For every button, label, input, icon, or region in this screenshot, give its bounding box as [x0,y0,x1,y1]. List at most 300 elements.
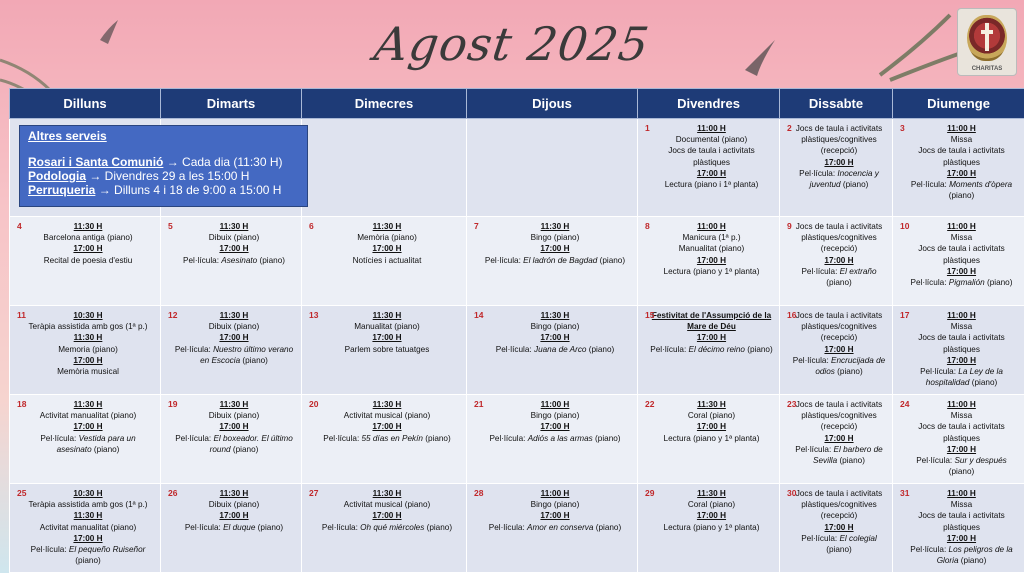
film-title: Inocencia y juventud [809,168,879,190]
activity-time [905,266,1018,277]
activity-text-part: 17:00 H [696,255,727,265]
activity-list [12,486,158,566]
day-cell [467,306,638,395]
activity-list [640,308,777,355]
activity-time [173,332,295,343]
activity-location: (piano) [230,444,259,454]
activity-time [479,421,631,432]
activity-text [650,266,773,277]
cross-icon [981,23,993,51]
activity-text-part: 11:00 H [697,222,726,231]
activity-time [905,533,1018,544]
activity-text [905,321,1018,332]
activity-text-part: 17:00 H [696,422,727,432]
day-number: 30 [787,488,797,498]
activity-text-part: Missa [950,411,973,421]
activity-text [905,510,1018,532]
activity-text [650,499,773,510]
activity-time [792,255,886,266]
activity-time [314,488,460,499]
activity-text [792,444,886,466]
activity-time [22,533,154,544]
activity-text [792,488,886,522]
activity-text-part: Coral (piano) [687,500,736,510]
activity-text-part: Manualitat (piano) [354,322,420,332]
activity-list [163,308,299,366]
day-cell [638,484,780,573]
weekday-header: Dimecres [302,89,467,119]
day-cell [10,306,161,395]
activity-time [173,243,295,254]
day-cell [638,395,780,484]
day-cell [780,217,893,306]
activity-text-part: Activitat manualitat (piano) [39,411,137,421]
activity-time [479,310,631,321]
activity-text [650,522,773,533]
activity-time [314,399,460,410]
weekday-header-row [10,89,1024,119]
activity-text-part: Jocs de taula i activitats plàstiques [918,511,1005,532]
activity-list [163,121,299,123]
activity-text-part: 17:00 H [73,355,103,365]
activity-text-part: Pel·lícula: [910,545,949,555]
activity-text [905,366,1018,388]
activity-text-part: Missa [950,500,973,510]
day-number: 3 [900,123,905,133]
activity-text-part: Parlem sobre tatuatges [344,344,430,354]
logo-text: CHARITAS [971,66,1003,72]
day-cell [161,306,302,395]
activity-time [22,421,154,432]
activity-text-part: 11:00 H [947,311,976,320]
day-number: 23 [787,399,797,409]
day-number: 9 [787,221,792,231]
day-cell [467,119,638,217]
activity-text [905,410,1018,421]
activity-time [479,332,631,343]
activity-text-part: Jocs de taula i activitats plàstiques/cognitives (recepció) [795,124,883,156]
activity-list [469,121,635,123]
activity-text-part: 17:00 H [696,511,727,521]
charitas-logo [957,8,1017,76]
day-number: 22 [645,399,655,409]
activity-list [895,121,1022,201]
activity-time [792,433,886,444]
activity-time [22,221,154,232]
activity-list [304,308,464,355]
activity-time [905,355,1018,366]
activity-text-part: 17:00 H [696,168,727,178]
day-cell [780,306,893,395]
activity-text-part: Pel·lícula: [321,522,361,532]
activity-text-part: Pel·lícula: [916,456,955,466]
activity-text-part: 11:30 H [219,222,249,231]
day-number: 7 [474,221,479,231]
activity-list [469,397,635,444]
weekday-header: Dimarts [161,89,302,119]
day-cell [780,119,893,217]
activity-text-part: 11:30 H [73,333,103,343]
activity-text [650,145,773,167]
activity-text-part: Jocs de taula i activitats plàstiques [918,422,1005,443]
activity-text-part: Dibuix (piano) [208,322,260,332]
activity-text [22,544,154,566]
activity-time [173,488,295,499]
activity-text-part: 11:30 H [540,311,570,320]
activity-text-part: 11:30 H [73,222,103,231]
activity-text-part: 11:30 H [372,311,402,320]
day-number: 29 [645,488,655,498]
day-number: 5 [168,221,173,231]
activity-text [479,433,631,444]
day-number: 14 [474,310,484,320]
day-cell [161,395,302,484]
film-title: Vestida para un asesinato [56,433,136,454]
activity-time [22,310,154,321]
activity-location: (piano) [837,456,865,466]
activity-location: (piano) [597,255,626,265]
day-number: 21 [474,399,484,409]
activity-text-part: 17:00 H [946,444,977,454]
activity-time [479,243,631,254]
day-number: 11 [17,310,26,320]
week-row [10,217,1024,306]
day-number: 2 [787,123,792,133]
activity-text [792,533,886,555]
activity-text [650,410,773,421]
activity-text-part: Dibuix (piano) [208,411,260,421]
activity-list [895,308,1022,388]
activity-location: (piano) [984,278,1013,288]
activity-text-part: 11:00 H [540,400,570,409]
service-schedule: → Dilluns 4 i 18 de 9:00 a 15:00 H [95,183,282,197]
activity-text-part: 17:00 H [73,422,103,432]
weekday-header: Diumenge [893,89,1024,119]
activity-text [314,321,460,332]
day-cell [302,395,467,484]
activity-text [905,243,1018,265]
day-number: 8 [645,221,650,231]
activity-text [22,344,154,355]
activity-text-part: Festivitat de l'Assumpció de la Mare de Déu [651,311,772,332]
activity-text-part: Pel·lícula: [801,533,840,543]
activity-list [12,219,158,266]
activity-text-part: Pel·lícula: [484,255,524,265]
day-number: 28 [474,488,484,498]
activity-time [792,344,886,355]
activity-text-part: Documental (piano) [675,135,748,145]
activity-list [469,486,635,533]
activity-text [314,344,460,355]
day-cell [10,217,161,306]
activity-text-part: Manualitat (piano) [678,244,745,254]
day-cell [302,217,467,306]
film-title: El barbero de Sevilla [813,444,883,466]
activity-list [12,397,158,455]
activity-time [314,332,460,343]
activity-text-part: Lectura (piano y 1ª planta) [663,522,760,532]
activity-text [479,232,631,243]
activity-text [22,321,154,332]
film-title: Los peligros de la Gloria [936,545,1013,566]
activity-location: (piano) [593,522,622,532]
activity-text [22,232,154,243]
activity-text-part: 17:00 H [372,244,402,254]
activity-text-part: 17:00 H [219,244,249,254]
activity-text-part: 17:00 H [946,266,977,276]
day-number: 10 [900,221,910,231]
activity-text-part: 17:00 H [540,333,570,343]
activity-text [650,134,773,145]
activity-time [173,399,295,410]
day-number: 20 [309,399,319,409]
activity-list [640,121,777,190]
activity-time [314,243,460,254]
activity-text-part: Lectura (piano i 1ª planta) [664,180,759,190]
activity-text [314,232,460,243]
activity-text-part: Pel·lícula: [801,266,840,276]
service-label: Podologia [28,169,86,183]
activity-time [905,221,1018,232]
activity-text-part: Teràpia assistida amb gos (1ª p.) [28,500,148,510]
activity-text-part: 11:00 H [947,222,976,231]
activity-location: (piano) [969,378,998,388]
activity-text-part: Jocs de taula i activitats plàstiques [918,244,1005,265]
activity-time [22,488,154,499]
activity-list [640,397,777,444]
activity-text [650,243,773,254]
activity-list [163,486,299,533]
film-title: Pigmalión [948,278,985,288]
activity-text-part: 11:00 H [947,124,976,133]
activity-text [479,522,631,533]
activity-time [173,310,295,321]
activity-time [22,399,154,410]
film-title: La Ley de la hospitalidad [925,367,1003,388]
day-cell [893,395,1024,484]
activity-location: (piano) [240,355,268,365]
activity-list [782,219,890,288]
activity-text-part: 17:00 H [824,255,854,265]
activity-text-part: 17:00 H [824,157,854,167]
activity-text-part: Pel·lícula: [184,522,224,532]
film-title: Juana de Arco [533,344,587,354]
activity-text [792,221,886,255]
activity-list [163,219,299,266]
film-title: Asesinato [221,255,258,265]
day-cell [893,119,1024,217]
film-title: 55 días en Pekín [361,433,423,443]
activity-text-part: Pel·lícula: [920,367,959,377]
activity-time [650,255,773,266]
activity-text-part: Pel·lícula: [495,344,534,354]
service-row [28,169,299,183]
activity-list [782,308,890,377]
activity-text-part: 17:00 H [946,533,977,543]
activity-text-part: Recital de poesia d'estiu [43,255,133,265]
activity-time [905,444,1018,455]
day-number: 31 [900,488,910,498]
activity-text-part: 17:00 H [946,168,977,178]
activity-list [782,397,890,466]
day-number: 27 [309,488,319,498]
activity-text-part: Jocs de taula i activitats plàstiques/cognitives (recepció) [795,489,883,521]
activity-list [12,308,158,377]
activity-text [905,232,1018,243]
activity-location: (piano) [834,367,863,377]
activity-time [479,221,631,232]
activity-text-part: 17:00 H [372,422,402,432]
activity-time [905,168,1018,179]
activity-time [905,488,1018,499]
activity-text [792,310,886,344]
activity-text [650,433,773,444]
activity-text-part: Pel·lícula: [795,444,834,454]
activity-time [792,157,886,168]
activity-location: (piano) [422,433,451,443]
film-title: Amor en conserva [527,522,594,532]
activity-text [479,410,631,421]
activity-text-part: Missa [950,233,973,243]
activity-text [905,134,1018,145]
day-number: 25 [17,488,27,498]
film-title: Adiós a las armas [527,433,593,443]
activity-text-part: 11:30 H [73,400,103,409]
activity-text [22,255,154,266]
film-title: El ladrón de Bagdad [523,255,598,265]
activity-text-part: 11:30 H [372,400,402,409]
activity-text [22,366,154,377]
activity-text-part: Pel·lícula: [910,278,949,288]
activity-text-part: 11:30 H [697,400,726,409]
activity-location: (piano) [958,556,987,566]
activity-text-part: 17:00 H [824,344,854,354]
service-row [28,155,299,169]
day-cell [302,484,467,573]
day-cell [467,395,638,484]
activity-time [314,221,460,232]
activity-location: (piano) [257,255,285,265]
day-number: 18 [17,399,27,409]
activity-text [173,232,295,243]
activity-text-part: Bingo (piano) [530,500,580,510]
day-cell [302,119,467,217]
film-title: Nuestro último verano en Escocia [200,344,294,365]
activity-text [650,232,773,243]
activity-text-part: Activitat musical (piano) [343,500,431,510]
film-title: El colegial [839,533,877,543]
activity-text-part: Pel·lícula: [792,355,832,365]
day-cell [638,119,780,217]
activity-text [479,321,631,332]
day-number: 13 [309,310,319,320]
day-number: 1 [645,123,650,133]
activity-list [640,486,777,533]
activity-text-part: Missa [950,135,973,145]
service-row [28,183,299,197]
activity-text [173,344,295,366]
activity-text-part: Coral (piano) [687,411,736,421]
activity-text [314,433,460,444]
activity-text-part: 11:30 H [540,222,570,231]
activity-time [905,310,1018,321]
activity-text-part: Jocs de taula i activitats plàstiques/cognitives (recepció) [795,222,883,254]
film-title: El pequeño Ruiseñor [68,545,146,555]
activity-text-part: 17:00 H [540,422,570,432]
activity-text-part: 11:30 H [219,311,249,320]
day-number: 26 [168,488,178,498]
activity-text-part: Bingo (piano) [530,233,580,243]
activity-text-part: Bingo (piano) [530,411,580,421]
service-label: Rosari i Santa Comunió [28,155,164,169]
film-title: Moments d'òpera [949,180,1013,190]
film-title: El décimo reino [688,344,745,354]
activity-location: (piano) [948,191,975,201]
activity-text-part: Pel·lícula: [488,522,527,532]
activity-time [650,332,773,343]
activity-text-part: Pel·lícula: [30,545,69,555]
activity-text [314,410,460,421]
activity-text [173,255,295,266]
activity-text-part: Jocs de taula i activitats plàstiques [918,146,1005,167]
activity-time [479,399,631,410]
activity-text-part: 17:00 H [372,333,402,343]
activity-list [782,486,890,555]
day-cell [10,395,161,484]
activity-text-part: 17:00 H [946,355,977,365]
activity-text [314,499,460,510]
activity-location: (piano) [255,522,284,532]
activity-text-part: Barcelona antiga (piano) [43,233,133,243]
activity-text-part: 11:00 H [697,124,726,133]
activity-text-part: 11:30 H [73,511,103,521]
day-cell [893,217,1024,306]
activity-text-part: 11:00 H [540,489,570,498]
activity-text [905,421,1018,443]
activity-location: (piano) [75,556,101,566]
day-number: 6 [309,221,314,231]
activity-list [304,219,464,266]
activity-text-part: 17:00 H [73,244,103,254]
day-number: 19 [168,399,178,409]
activity-list [469,219,635,266]
weekday-header: Dissabte [780,89,893,119]
activity-text-part: 17:00 H [696,333,727,343]
activity-text-part: Jocs de taula i activitats plàstiques [918,333,1005,354]
activity-time [22,332,154,343]
activity-text [22,522,154,533]
activity-time [314,421,460,432]
activity-list [469,308,635,355]
activity-text-part: Pel·lícula: [489,433,528,443]
activity-text-part: Pel·lícula: [799,168,838,178]
activity-text [792,168,886,190]
activity-text-part: 11:30 H [697,489,726,498]
activity-time [792,522,886,533]
activity-text [905,332,1018,354]
activity-text-part: Teràpia assistida amb gos (1ª p.) [28,322,148,332]
activity-text [479,344,631,355]
activity-text-part: 17:00 H [540,244,570,254]
activity-text [905,277,1018,288]
activity-text [22,433,154,455]
activity-list [895,397,1022,477]
activity-text [479,255,631,266]
activity-time [22,355,154,366]
activity-time [314,510,460,521]
film-title: Encrucijada de odios [815,355,886,377]
activity-location: (piano) [948,467,975,477]
